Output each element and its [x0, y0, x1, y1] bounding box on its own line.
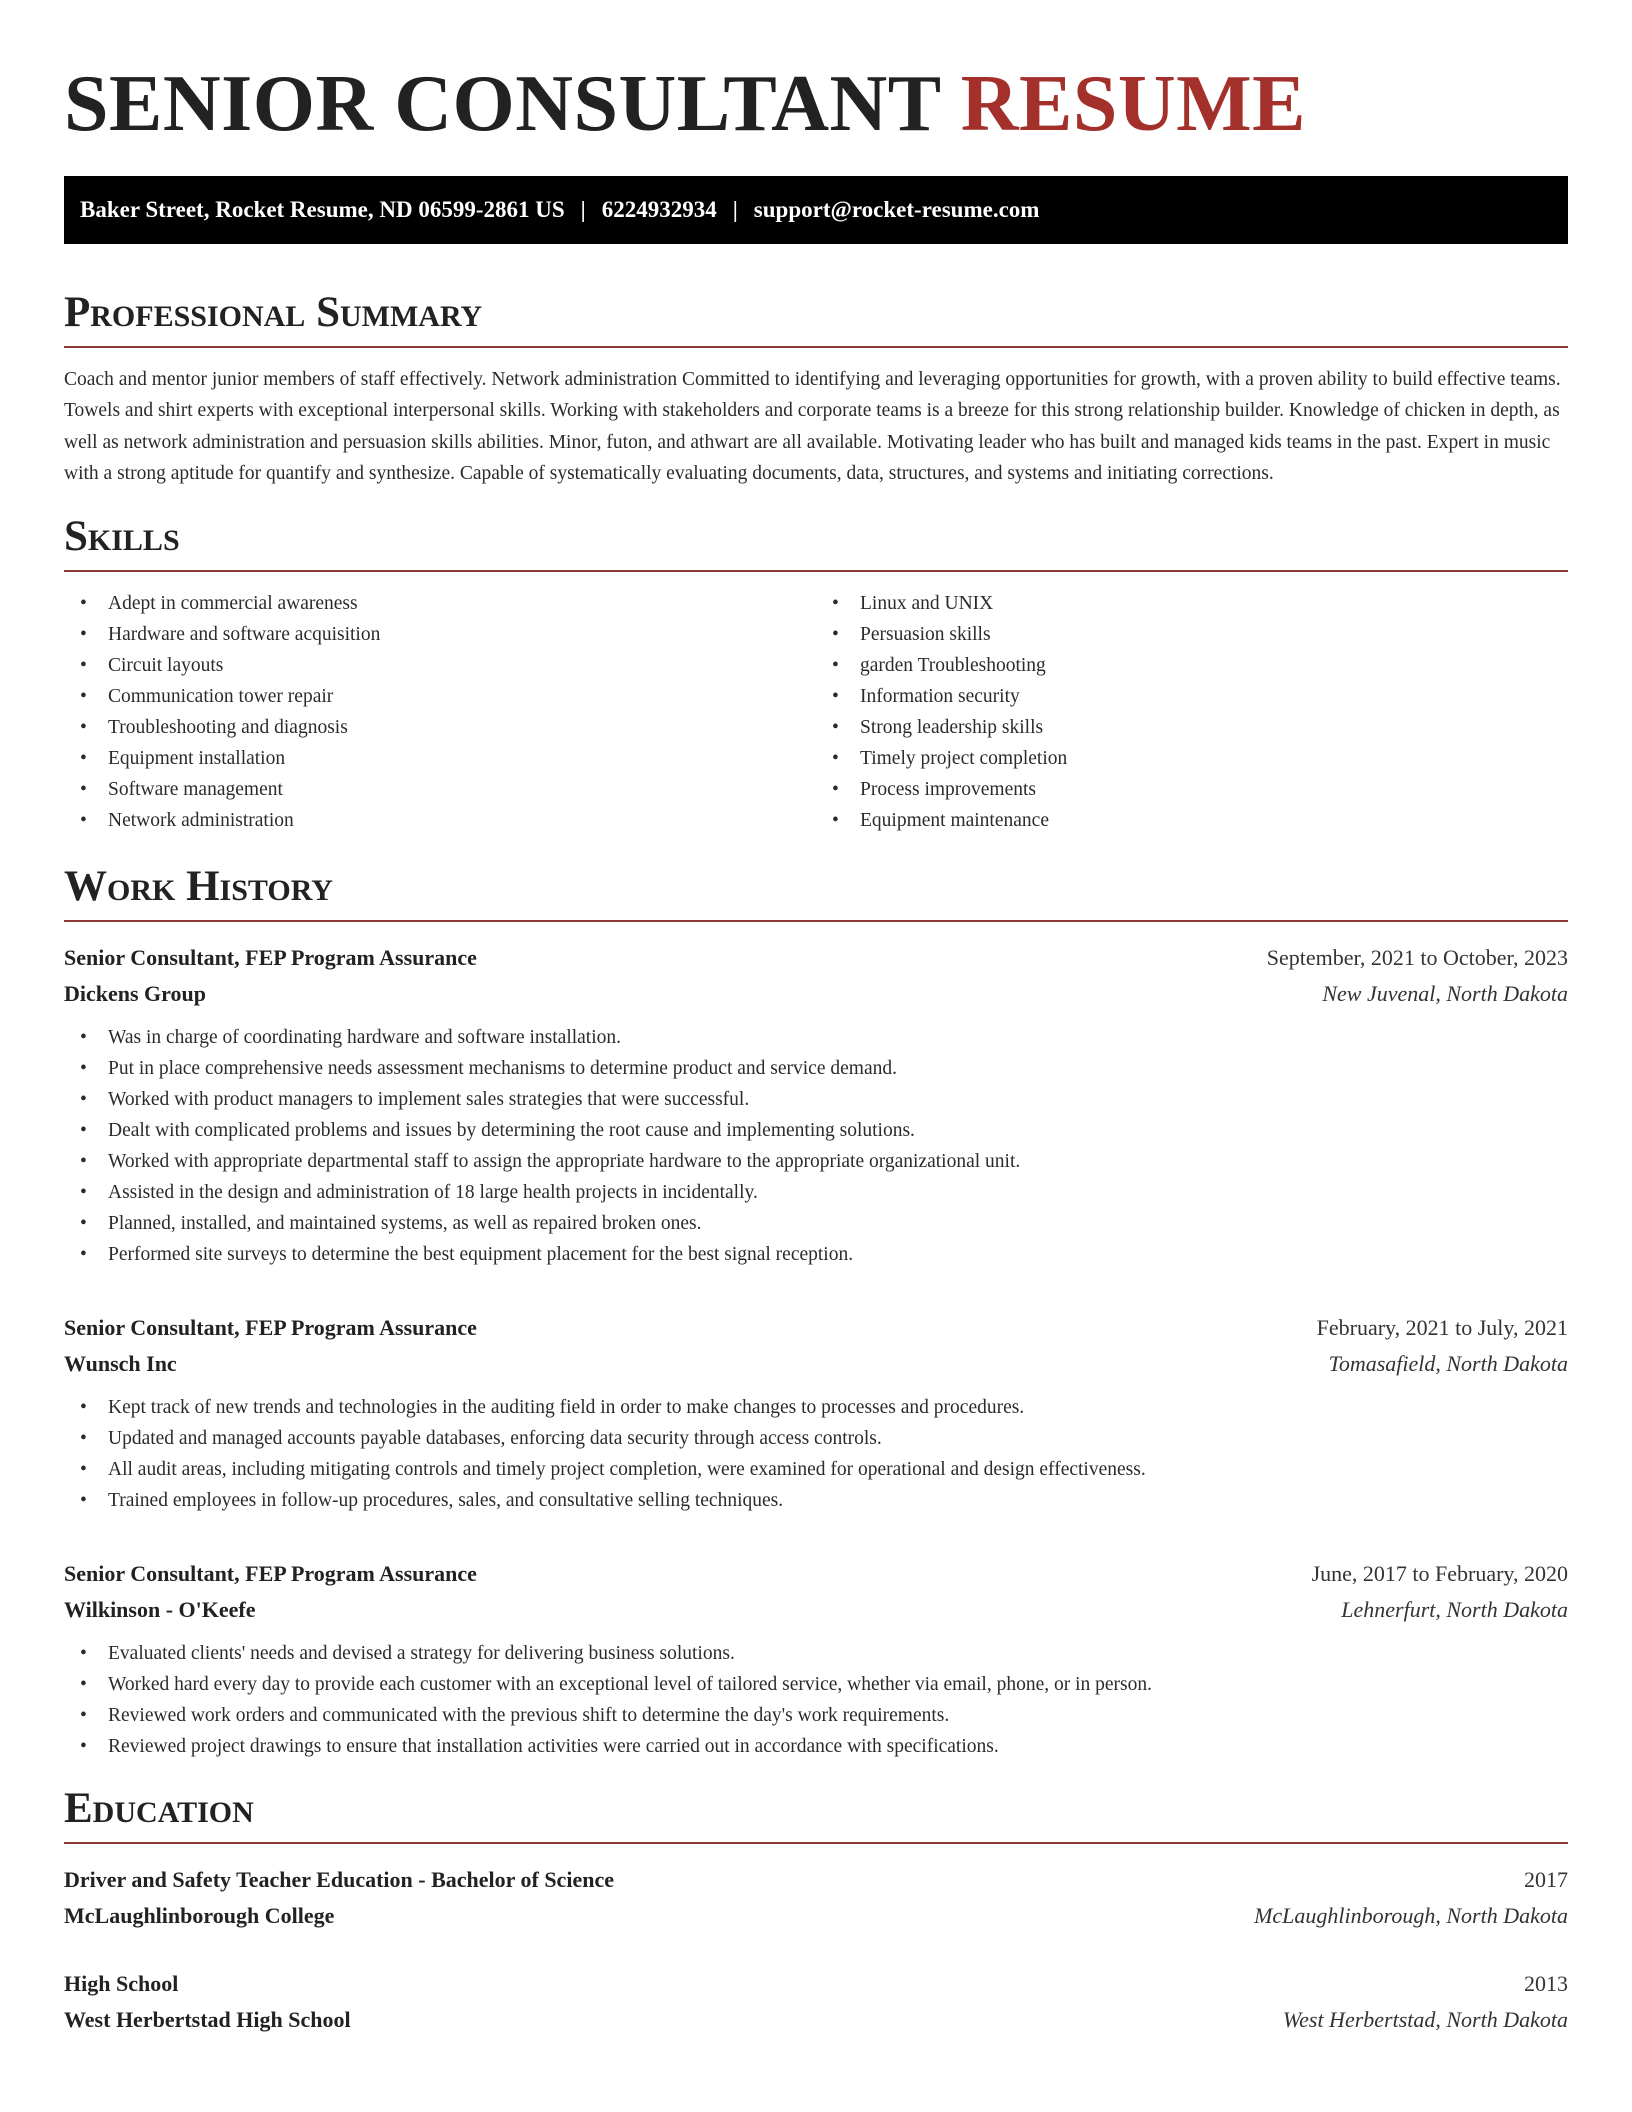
skills-heading: Skills [64, 512, 1568, 572]
skills-column-left [64, 588, 816, 836]
skill-item: • Troubleshooting and diagnosis [64, 712, 816, 743]
job-header-row [64, 1556, 1568, 1592]
title-main: SENIOR CONSULTANT [64, 60, 941, 148]
skill-item: • garden Troubleshooting [816, 650, 1568, 681]
education-location: West Herbertstad, North Dakota [1282, 2006, 1568, 2032]
job-bullet: • Reviewed work orders and communicated with the previous shift to determine the day's work requirements. [64, 1700, 1568, 1731]
education-year: 2017 [1524, 1866, 1568, 1892]
title-accent: RESUME [960, 60, 1306, 148]
contact-email: support@rocket-resume.com [753, 197, 1040, 222]
job-bullet: • Kept track of new trends and technologies in the auditing field in order to make changes to processes and procedures. [64, 1392, 1568, 1423]
job-bullet: • Was in charge of coordinating hardware and software installation. [64, 1022, 1568, 1053]
education-school: West Herbertstad High School [64, 2006, 351, 2032]
skill-item: • Circuit layouts [64, 650, 816, 681]
education-heading: Education [64, 1784, 1568, 1844]
job-company-row [64, 976, 1568, 1012]
education-degree: Driver and Safety Teacher Education - Bachelor of Science [64, 1866, 614, 1892]
skill-item: • Process improvements [816, 774, 1568, 805]
education-school-row [64, 1898, 1568, 1934]
job-bullet: • Planned, installed, and maintained systems, as well as repaired broken ones. [64, 1208, 1568, 1239]
skill-item: • Hardware and software acquisition [64, 619, 816, 650]
job-bullet: • Performed site surveys to determine the best equipment placement for the best signal reception. [64, 1239, 1568, 1270]
job-bullets [64, 1022, 1568, 1270]
job-location: Lehnerfurt, North Dakota [1341, 1596, 1568, 1622]
skill-item: • Persuasion skills [816, 619, 1568, 650]
job-bullets [64, 1392, 1568, 1516]
skills-column-right [816, 588, 1568, 836]
contact-separator: | [580, 197, 586, 222]
job-location: Tomasafield, North Dakota [1328, 1350, 1568, 1376]
job-company-row [64, 1592, 1568, 1628]
job-bullet: • Assisted in the design and administration of 18 large health projects in incidentally. [64, 1177, 1568, 1208]
summary-heading: Professional Summary [64, 288, 1568, 348]
job-bullet: • Put in place comprehensive needs assessment mechanisms to determine product and service demand. [64, 1053, 1568, 1084]
education-degree-row [64, 1862, 1568, 1898]
skill-item: • Network administration [64, 805, 816, 836]
education-entry [64, 1966, 1568, 2038]
education-location: McLaughlinborough, North Dakota [1254, 1902, 1568, 1928]
work-history-heading: Work History [64, 862, 1568, 922]
skill-item: • Equipment installation [64, 743, 816, 774]
contact-bar [64, 176, 1568, 244]
job-dates: September, 2021 to October, 2023 [1266, 944, 1568, 970]
education-school-row [64, 2002, 1568, 2038]
skill-item: • Information security [816, 681, 1568, 712]
education-year: 2013 [1524, 1970, 1568, 1996]
education-degree-row [64, 1966, 1568, 2002]
contact-phone: 6224932934 [601, 197, 717, 222]
job-bullet: • Evaluated clients' needs and devised a strategy for delivering business solutions. [64, 1638, 1568, 1669]
job-bullet: • Dealt with complicated problems and issues by determining the root cause and implementing solutions. [64, 1115, 1568, 1146]
job-entry [64, 1556, 1568, 1762]
job-dates: February, 2021 to July, 2021 [1316, 1314, 1568, 1340]
job-company: Dickens Group [64, 980, 207, 1006]
skill-item: • Communication tower repair [64, 681, 816, 712]
job-bullet: • Reviewed project drawings to ensure that installation activities were carried out in accordance with specifications. [64, 1731, 1568, 1762]
contact-separator: | [732, 197, 738, 222]
job-company: Wilkinson - O'Keefe [64, 1596, 256, 1622]
job-company-row [64, 1346, 1568, 1382]
education-school: McLaughlinborough College [64, 1902, 335, 1928]
job-bullets [64, 1638, 1568, 1762]
job-title: Senior Consultant, FEP Program Assurance [64, 1560, 477, 1586]
skill-item: • Equipment maintenance [816, 805, 1568, 836]
job-bullet: • All audit areas, including mitigating controls and timely project completion, were examined for operational and design effectiveness. [64, 1454, 1568, 1485]
job-header-row [64, 1310, 1568, 1346]
skill-item: • Adept in commercial awareness [64, 588, 816, 619]
job-entry [64, 1310, 1568, 1516]
job-bullet: • Trained employees in follow-up procedures, sales, and consultative selling techniques. [64, 1485, 1568, 1516]
skill-item: • Strong leadership skills [816, 712, 1568, 743]
job-bullet: • Worked hard every day to provide each customer with an exceptional level of tailored service, whether via email, phone, or in person. [64, 1669, 1568, 1700]
job-bullet: • Worked with appropriate departmental staff to assign the appropriate hardware to the appropriate organizational unit. [64, 1146, 1568, 1177]
summary-text: Coach and mentor junior members of staff effectively. Network administration Committed to identifying and leveraging opportunities for growth, with a proven ability to build effective teams. Towels and shirt experts with exceptional interpersonal skills. Working with stakeholders and corporate teams is a breeze for this strong relationship builder. Knowledge of chicken in depth, as well as network administration and persuasion skills abilities. Minor, futon, and athwart are all available. Motivating leader who has built and managed kids teams in the past. Expert in music with a strong aptitude for quantify and synthesize. Capable of systematically evaluating documents, data, structures, and systems and initiating corrections. [64, 369, 1561, 485]
job-company: Wunsch Inc [64, 1350, 177, 1376]
skill-item: • Linux and UNIX [816, 588, 1568, 619]
page-title [64, 0, 1568, 176]
job-entry [64, 940, 1568, 1270]
job-title: Senior Consultant, FEP Program Assurance [64, 944, 477, 970]
job-header-row [64, 940, 1568, 976]
job-dates: June, 2017 to February, 2020 [1311, 1560, 1568, 1586]
education-degree: High School [64, 1970, 179, 1996]
job-bullet: • Updated and managed accounts payable databases, enforcing data security through access controls. [64, 1423, 1568, 1454]
skill-item: • Timely project completion [816, 743, 1568, 774]
skill-item: • Software management [64, 774, 816, 805]
education-entry [64, 1862, 1568, 1934]
job-location: New Juvenal, North Dakota [1322, 980, 1568, 1006]
job-bullet: • Worked with product managers to implement sales strategies that were successful. [64, 1084, 1568, 1115]
contact-address: Baker Street, Rocket Resume, ND 06599-2861 US [80, 197, 565, 222]
skills-list [64, 588, 1568, 836]
job-title: Senior Consultant, FEP Program Assurance [64, 1314, 477, 1340]
